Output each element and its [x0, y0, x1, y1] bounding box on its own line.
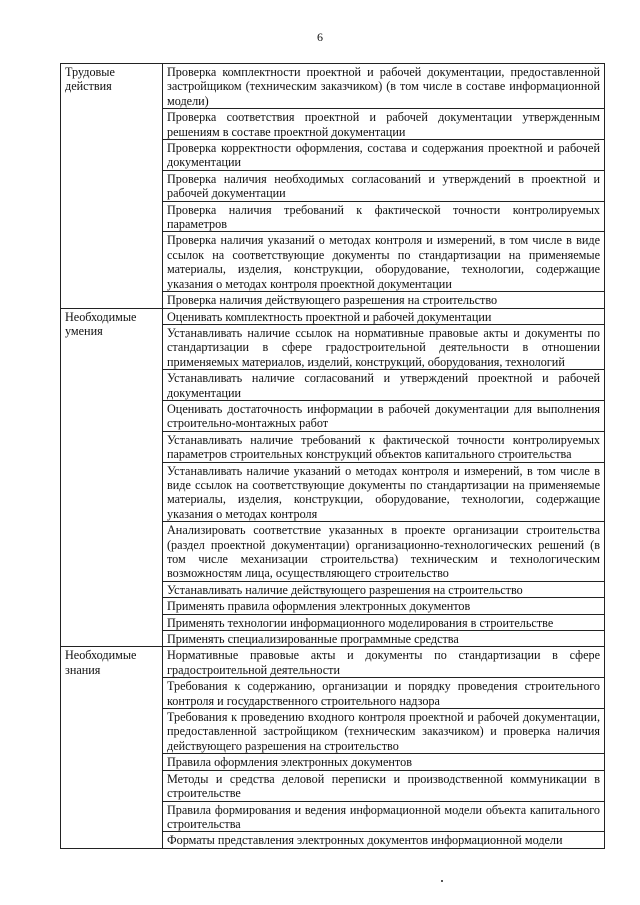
table-cell-item: Проверка наличия действующего разрешения на строительство — [163, 292, 605, 308]
table-cell-item: Проверка комплектности проектной и рабочей документации, предоставленной застройщиком (техническим заказчиком) (в том числе в составе информационной модели) — [163, 64, 605, 109]
section-label-required-knowledge: Необходимые знания — [61, 647, 163, 848]
table-cell-item: Применять специализированные программные средства — [163, 631, 605, 647]
table-cell-item: Оценивать достаточность информации в рабочей документации для выполнения строительно-монтажных работ — [163, 400, 605, 431]
competency-table — [60, 63, 605, 849]
section-label-labor-actions: Трудовые действия — [61, 64, 163, 309]
table-cell-item: Проверка наличия необходимых согласований и утверждений в проектной и рабочей документации — [163, 170, 605, 201]
table-cell-item: Правила формирования и ведения информационной модели объекта капитального строительства — [163, 801, 605, 832]
table-cell-item: Проверка наличия указаний о методах контроля и измерений, в том числе в виде ссылок на соответствующие документы по стандартизации на применяемые материалы, изделия, конструкции, оборудование, технологии, содержащие указания о методах контроля проектной документации — [163, 232, 605, 292]
table-cell-item: Форматы представления электронных документов информационной модели — [163, 832, 605, 848]
table-cell-item: Анализировать соответствие указанных в проекте организации строительства (раздел проектной документации) организационно-технологических решений (в том числе механизации строительства) техническим и технологическим возможностям лица, осуществляющего строительство — [163, 522, 605, 582]
table-cell-item: Устанавливать наличие действующего разрешения на строительство — [163, 581, 605, 597]
table-cell-item: Проверка корректности оформления, состава и содержания проектной и рабочей документации — [163, 140, 605, 171]
table-row — [61, 64, 605, 109]
table-cell-item: Применять технологии информационного моделирования в строительстве — [163, 614, 605, 630]
table-cell-item: Нормативные правовые акты и документы по стандартизации в сфере градостроительной деятельности — [163, 647, 605, 678]
table-cell-item: Методы и средства деловой переписки и производственной коммуникации в строительстве — [163, 770, 605, 801]
table-cell-item: Оценивать комплектность проектной и рабочей документации — [163, 308, 605, 324]
table-cell-item: Проверка наличия требований к фактической точности контролируемых параметров — [163, 201, 605, 232]
table-cell-item: Проверка соответствия проектной и рабочей документации утвержденным решениям в составе проектной документации — [163, 109, 605, 140]
table-cell-item: Правила оформления электронных документов — [163, 754, 605, 770]
table-cell-item: Требования к содержанию, организации и порядку проведения строительного контроля и государственного строительного надзора — [163, 678, 605, 709]
table-cell-item: Устанавливать наличие требований к фактической точности контролируемых параметров строительных конструкций объектов капитального строительства — [163, 431, 605, 462]
table-cell-item: Устанавливать наличие ссылок на нормативные правовые акты и документы по стандартизации в сфере градостроительной деятельности в отношении применяемых материалов, изделий, конструкций, оборудования, технологий — [163, 324, 605, 369]
table-row — [61, 647, 605, 678]
scan-speck — [441, 880, 443, 882]
page-number: 6 — [317, 30, 323, 44]
table-cell-item: Устанавливать наличие согласований и утверждений проектной и рабочей документации — [163, 370, 605, 401]
table-row — [61, 308, 605, 324]
section-label-required-skills: Необходимые умения — [61, 308, 163, 647]
table-cell-item: Требования к проведению входного контроля проектной и рабочей документации, предоставленной застройщиком (техническим заказчиком) и проверка наличия действующего разрешения на строительство — [163, 709, 605, 754]
table-cell-item: Применять правила оформления электронных документов — [163, 598, 605, 614]
table-cell-item: Устанавливать наличие указаний о методах контроля и измерений, в том числе в виде ссылок на соответствующие документы по стандартизации на применяемые материалы, изделия, конструкции, оборудование, технологии, содержащие указания о методах контроля — [163, 462, 605, 522]
